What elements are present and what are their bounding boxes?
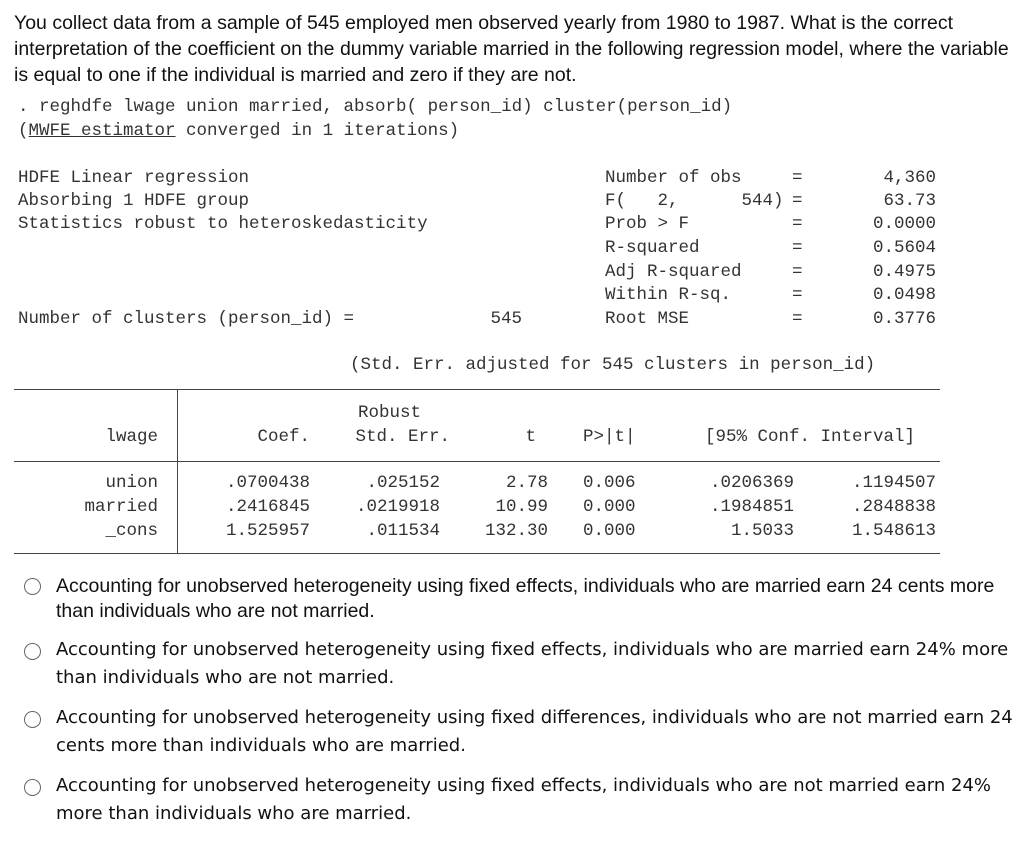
clusters-value: 545 (490, 309, 522, 329)
row-coef: 1.525957 (225, 521, 310, 541)
header-coef: Coef. (257, 427, 310, 447)
stat-label-rmse: Root MSE (605, 309, 690, 329)
answer-option-1[interactable] (24, 574, 1016, 624)
row-ci-low: .1984851 (709, 497, 794, 517)
stat-value-r2: 0.5604 (872, 238, 936, 258)
header-conf-interval: [95% Conf. Interval] (705, 427, 916, 447)
stat-label-prob: Prob > F (605, 214, 690, 234)
header-line-3: Statistics robust to heteroskedasticity (18, 214, 428, 234)
header-std-err: Std. Err. (355, 427, 450, 447)
header-t: t (525, 427, 536, 447)
row-var: married (84, 497, 158, 517)
answer-option-2-label: Accounting for unobserved heterogeneity using fixed effects, individuals who are married earn 24% more than individuals who are not married. (56, 639, 1009, 688)
table-bottom-rule (14, 553, 940, 554)
answer-option-4-label: Accounting for unobserved heterogeneity using fixed effects, individuals who are not married earn 24% more than individuals who are married. (56, 775, 992, 824)
stat-value-f: 63.73 (883, 191, 936, 211)
radio-button-2[interactable] (24, 643, 41, 660)
answer-option-4[interactable] (24, 772, 1016, 828)
answer-option-1-label: Accounting for unobserved heterogeneity using fixed effects, individuals who are married earn 24 cents more than individuals who are not married. (56, 575, 995, 622)
stat-value-rmse: 0.3776 (872, 309, 936, 329)
row-p: 0.000 (583, 497, 636, 517)
radio-button-3[interactable] (24, 711, 41, 728)
row-p: 0.006 (583, 473, 636, 493)
header-line-1: HDFE Linear regression (18, 168, 250, 188)
stat-label-f: F( 2, 544) (605, 191, 784, 211)
mwfe-estimator-link[interactable]: MWFE estimator (28, 121, 176, 141)
stat-label-r2: R-squared (605, 238, 700, 258)
row-t: 10.99 (495, 497, 548, 517)
clusters-label: Number of clusters (person_id) = (18, 309, 355, 329)
stat-eq-adj-r2: = (792, 262, 803, 282)
row-coef: .2416845 (225, 497, 310, 517)
answer-option-2[interactable] (24, 636, 1016, 692)
row-se: .0219918 (355, 497, 440, 517)
table-header-rule (14, 461, 940, 462)
stat-value-within-r2: 0.0498 (872, 285, 936, 305)
converged-suffix: converged in 1 iterations) (175, 121, 460, 141)
stat-value-obs: 4,360 (883, 168, 936, 188)
row-ci-high: .2848838 (851, 497, 936, 517)
converged-prefix: ( (18, 121, 29, 141)
stata-command: . reghdfe lwage union married, absorb( person_id) cluster(person_id) (18, 97, 733, 117)
table-top-rule (14, 389, 940, 390)
answer-options (24, 574, 1016, 840)
stat-label-within-r2: Within R-sq. (605, 285, 732, 305)
row-ci-high: 1.548613 (851, 521, 936, 541)
answer-option-3[interactable] (24, 704, 1016, 760)
robust-label: Robust (358, 403, 422, 423)
row-ci-low: .0206369 (709, 473, 794, 493)
radio-button-1[interactable] (24, 578, 41, 595)
stat-eq-prob: = (792, 214, 803, 234)
answer-option-3-label: Accounting for unobserved heterogeneity using fixed differences, individuals who are not married earn 24 cents more than individuals who are married. (56, 707, 1013, 756)
radio-button-4[interactable] (24, 779, 41, 796)
row-t: 2.78 (505, 473, 548, 493)
stat-label-obs: Number of obs (605, 168, 742, 188)
table-column-divider (177, 389, 178, 553)
header-line-2: Absorbing 1 HDFE group (18, 191, 250, 211)
row-ci-low: 1.5033 (730, 521, 794, 541)
row-coef: .0700438 (225, 473, 310, 493)
question-text: You collect data from a sample of 545 employed men observed yearly from 1980 to 1987. What is the correct interpretation of the coefficient on the dummy variable married in the following regression model, where the variable is equal to one if the individual is married and zero if they are not. (14, 12, 1009, 86)
row-se: .025152 (366, 473, 440, 493)
stat-value-adj-r2: 0.4975 (872, 262, 936, 282)
stat-eq-within-r2: = (792, 285, 803, 305)
stat-eq-r2: = (792, 238, 803, 258)
row-var: _cons (105, 521, 158, 541)
stat-eq-obs: = (792, 168, 803, 188)
row-se: .011534 (366, 521, 440, 541)
row-t: 132.30 (484, 521, 548, 541)
std-err-note: (Std. Err. adjusted for 545 clusters in person_id) (350, 355, 876, 375)
stat-eq-rmse: = (792, 309, 803, 329)
row-p: 0.000 (583, 521, 636, 541)
stat-value-prob: 0.0000 (872, 214, 936, 234)
header-p: P>|t| (583, 427, 636, 447)
row-var: union (105, 473, 158, 493)
converged-line (18, 121, 459, 141)
row-ci-high: .1194507 (851, 473, 936, 493)
header-depvar: lwage (105, 427, 158, 447)
stat-label-adj-r2: Adj R-squared (605, 262, 742, 282)
stat-eq-f: = (792, 191, 803, 211)
